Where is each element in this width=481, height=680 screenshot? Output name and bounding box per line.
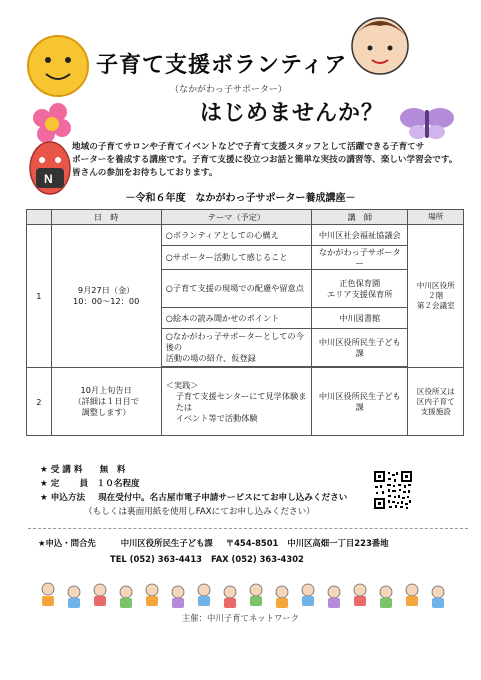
- contact-block: [38, 537, 389, 549]
- intro-paragraph: [72, 141, 462, 180]
- place-cell: [408, 225, 464, 368]
- place-line: 区内子育て: [416, 396, 455, 406]
- page-title: 子育て支援ボランティア: [96, 53, 348, 78]
- theme-cell: ○サポーター活動して感じること: [161, 246, 311, 270]
- child-face-icon: [352, 18, 408, 74]
- flower-icon: [33, 103, 71, 143]
- theme-line: 子育て支援センターにて見学体験または: [175, 390, 307, 412]
- children-parade-illustration: [42, 583, 444, 608]
- header-cell: テーマ（予定）: [161, 210, 311, 225]
- sponsor-line: 主催：中川子育てネットワーク: [181, 613, 300, 623]
- date-line: （詳細は１日目で: [73, 396, 139, 406]
- theme-cell: ○ボランティアとしての心構え: [161, 225, 311, 246]
- header-cell: 場所: [408, 210, 464, 225]
- instructor-line: エリア支援保育所: [327, 288, 393, 299]
- session-number: 2: [27, 368, 52, 436]
- theme-cell: ○子育て支援の現場での配慮や留意点: [161, 270, 311, 308]
- intro-line: 皆さんの参加をお待ちしております。: [72, 168, 218, 178]
- header-cell: [27, 210, 52, 225]
- session-date: [51, 368, 161, 436]
- mascot-icon: [30, 142, 70, 194]
- table-row: [27, 225, 464, 246]
- apply-text: 現在受付中。名古屋市電子申請サービスにてお申し込みください: [98, 493, 348, 503]
- page-title-line2: はじめませんか？: [200, 101, 385, 126]
- divider: [28, 528, 468, 529]
- contact-zip: 〒454-8501: [225, 538, 279, 548]
- theme-line: ＜実践＞: [165, 379, 199, 390]
- place-line: ２階: [428, 291, 444, 300]
- butterfly-icon: [400, 108, 454, 139]
- sun-face-icon: [28, 36, 88, 96]
- header-cell: 講 師: [312, 210, 408, 225]
- course-title: －令和６年度 なかがわっ子サポーター養成講座－: [125, 193, 356, 204]
- intro-line: ポーターを養成する講座です。子育て支援に役立つお話と簡単な実技の講習等、楽しい学習会です。: [72, 155, 458, 165]
- place-line: 中川区役所: [416, 281, 455, 290]
- theme-cell: ○絵本の読み聞かせのポイント: [161, 308, 311, 329]
- place-line: 第２会議室: [416, 301, 455, 310]
- theme-line: 活動の場の紹介、仮登録: [165, 353, 256, 363]
- instructor-cell: 中川区役所民生子ども課: [312, 329, 408, 367]
- capacity-line: ★ 定 員 １０名程度: [40, 479, 140, 489]
- contact-phone-block: [110, 554, 304, 564]
- contact-address: 中川区高畑一丁目223番地: [287, 538, 389, 548]
- schedule-table: [26, 209, 464, 436]
- instructor-cell: なかがわっ子サポーター: [312, 246, 408, 270]
- instructor-cell: [312, 270, 408, 308]
- date-line: 9月27日（金）: [77, 285, 135, 295]
- header-cell: 日 時: [51, 210, 161, 225]
- place-cell: [408, 368, 464, 436]
- apply-label: ★ 申込方法: [40, 493, 86, 503]
- date-line: 10月上旬告日: [80, 385, 132, 395]
- fee-line: ★ 受 講 料 無 料: [40, 465, 126, 475]
- place-line: 区役所又は: [416, 386, 455, 396]
- page-subtitle: （なかがわっ子サポーター）: [170, 85, 287, 95]
- contact-tel: TEL (052) 363-4413: [110, 554, 203, 564]
- instructor-line: 正色保育園: [339, 277, 381, 288]
- theme-cell: [161, 329, 311, 367]
- theme-line: イベント等で活動体験: [175, 412, 258, 423]
- table-header-row: [27, 210, 464, 225]
- session-number: 1: [27, 225, 52, 368]
- date-line: 調整します）: [81, 407, 131, 417]
- theme-line: ○なかがわっ子サポーターとしての今後の: [165, 331, 304, 352]
- contact-label: ★申込・問合先: [38, 538, 96, 548]
- apply-method: [40, 491, 347, 503]
- theme-cell: [161, 368, 311, 436]
- contact-fax: FAX (052) 363-4302: [210, 554, 304, 564]
- instructor-cell: 中川区役所民生子ども課: [312, 368, 408, 436]
- instructor-cell: 中川区社会福祉協議会: [312, 225, 408, 246]
- instructor-cell: 中川図書館: [312, 308, 408, 329]
- intro-line: 地域の子育てサロンや子育てイベントなどで子育て支援スタッフとして活躍できる子育てサ: [72, 142, 425, 152]
- apply-alternative: （もしくは裏面用紙を使用しFAXにてお申し込みください）: [84, 507, 315, 517]
- contact-office: 中川区役所民生子ども課: [120, 538, 213, 548]
- session-date: [51, 225, 161, 368]
- time-line: 10：00～12：00: [73, 296, 140, 306]
- qr-code-icon[interactable]: [373, 470, 413, 510]
- table-row: [27, 368, 464, 436]
- place-line: 支援施設: [420, 406, 451, 416]
- svg-text:N: N: [44, 172, 53, 186]
